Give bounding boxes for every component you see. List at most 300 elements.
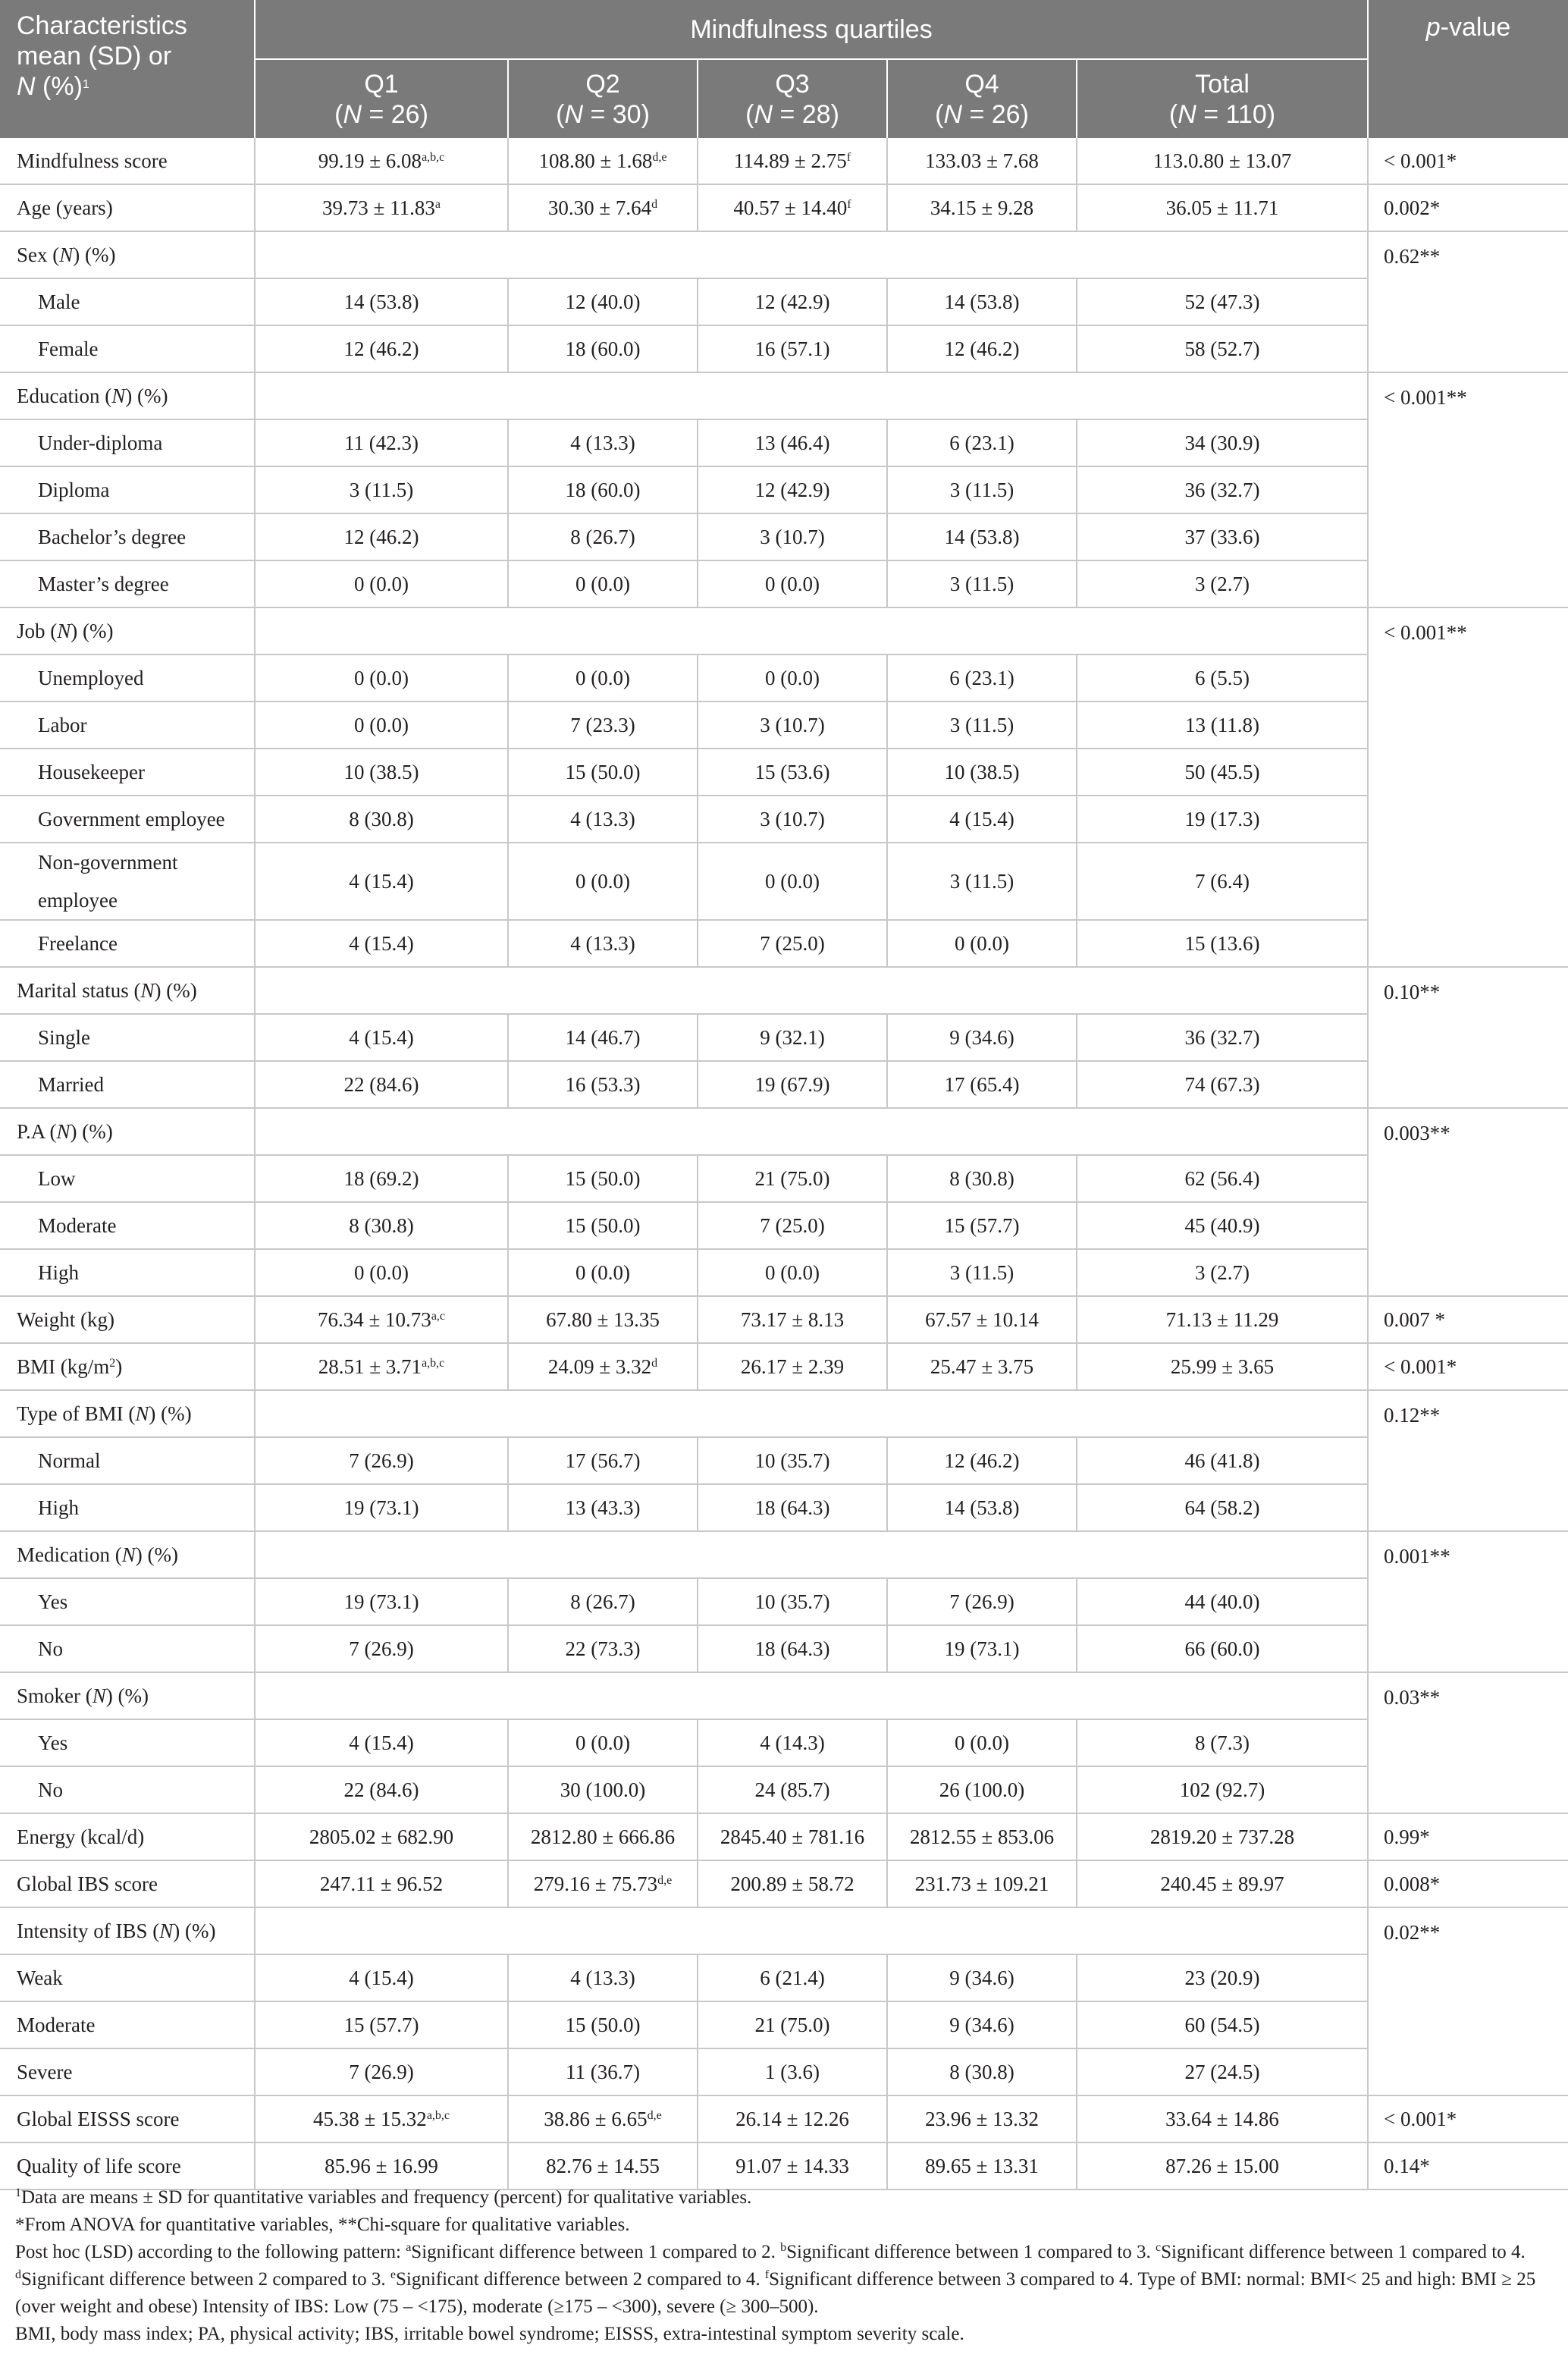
cell-total: 34 (30.9) xyxy=(1077,419,1368,466)
header-pct: (%) xyxy=(35,72,83,101)
n-italic: N xyxy=(343,99,362,129)
cell-q4: 6 (23.1) xyxy=(887,419,1077,466)
header-p-italic: p xyxy=(1425,13,1441,42)
group-label xyxy=(0,372,255,419)
cell-q2 xyxy=(508,2095,698,2142)
header-p-value xyxy=(1368,0,1568,138)
header-q2-n xyxy=(509,99,697,130)
posthoc-sup: d xyxy=(651,197,658,211)
table-row xyxy=(0,1014,1568,1061)
cell-q3 xyxy=(698,138,887,184)
lbl-pre: Intensity of IBS ( xyxy=(17,1919,160,1942)
footnote-sup: e xyxy=(390,2268,396,2281)
cell-q1: 247.11 ± 96.52 xyxy=(255,1860,508,1907)
row-label: Yes xyxy=(0,1578,255,1625)
lbl-n: N xyxy=(56,1119,71,1143)
header-q1-n xyxy=(256,99,507,130)
table-row-group-header xyxy=(0,1531,1568,1578)
footnote-text: Data are means ± SD for quantitative variables and frequency (percent) for qualitative variables. xyxy=(21,2187,752,2208)
footnote-text: Post hoc (LSD) according to the following pattern: xyxy=(15,2242,406,2262)
cell-p-value: 0.14* xyxy=(1368,2142,1568,2190)
header-q3 xyxy=(698,59,887,138)
row-label: No xyxy=(0,1766,255,1813)
cell-total: 6 (5.5) xyxy=(1077,654,1368,702)
group-blank xyxy=(255,1108,1368,1155)
cell-p-value: 0.62** xyxy=(1368,231,1568,372)
lbl-post: ) (%) xyxy=(173,1919,216,1942)
header-total xyxy=(1077,59,1368,138)
n-value: = 110) xyxy=(1196,99,1276,129)
cell-q4: 7 (26.9) xyxy=(887,1578,1077,1625)
group-blank xyxy=(255,231,1368,278)
table-row xyxy=(0,796,1568,843)
n-italic: N xyxy=(754,99,773,129)
posthoc-sup: a xyxy=(434,197,441,211)
cell-q4: 8 (30.8) xyxy=(887,2048,1077,2095)
cell-q4: 0 (0.0) xyxy=(887,1719,1077,1766)
footnote-text: Significant difference between 2 compared to 4. xyxy=(395,2269,765,2290)
cell-q4: 3 (11.5) xyxy=(887,466,1077,513)
cell-total: 240.45 ± 89.97 xyxy=(1077,1860,1368,1907)
posthoc-sup: d,e xyxy=(652,150,667,164)
cell-q3: 24 (85.7) xyxy=(698,1766,887,1813)
cell-q1: 22 (84.6) xyxy=(255,1766,508,1813)
cell-q2 xyxy=(508,1343,698,1390)
cell-q3: 15 (53.6) xyxy=(698,749,887,796)
table-row xyxy=(0,1061,1568,1108)
cell-q4: 4 (15.4) xyxy=(887,796,1077,843)
table-row xyxy=(0,466,1568,513)
lbl-n: N xyxy=(59,243,74,266)
table-row xyxy=(0,513,1568,560)
value: 24.09 ± 3.32 xyxy=(547,1355,652,1378)
paren: ( xyxy=(745,99,754,129)
cell-q1 xyxy=(255,138,508,184)
cell-q2: 14 (46.7) xyxy=(508,1014,698,1061)
cell-q4: 3 (11.5) xyxy=(887,843,1077,920)
cell-q1: 11 (42.3) xyxy=(255,419,508,466)
table-row-group-header xyxy=(0,607,1568,654)
lbl-n: N xyxy=(111,384,126,407)
posthoc-sup: a,c xyxy=(431,1309,446,1323)
footnote-sup: d xyxy=(15,2268,21,2281)
cell-q4: 14 (53.8) xyxy=(887,513,1077,560)
cell-q1: 4 (15.4) xyxy=(255,1954,508,2001)
group-blank xyxy=(255,1672,1368,1719)
posthoc-sup: f xyxy=(847,197,851,211)
header-q1 xyxy=(255,59,508,138)
row-label-line2: employee xyxy=(38,889,118,912)
cell-q3: 4 (14.3) xyxy=(698,1719,887,1766)
footnote-text: Significant difference between 1 compared to 2. xyxy=(411,2242,781,2262)
cell-q4: 6 (23.1) xyxy=(887,654,1077,702)
cell-total: 87.26 ± 15.00 xyxy=(1077,2142,1368,2190)
row-label: Bachelor’s degree xyxy=(0,513,255,560)
row-label-line1: Non-government xyxy=(38,851,178,874)
cell-total: 45 (40.9) xyxy=(1077,1202,1368,1249)
cell-q4: 133.03 ± 7.68 xyxy=(887,138,1077,184)
posthoc-sup: d,e xyxy=(657,1873,673,1887)
cell-total: 36 (32.7) xyxy=(1077,1014,1368,1061)
lbl-n: N xyxy=(121,1543,136,1566)
footnote-text: Significant difference between 3 compared to 4. xyxy=(769,2269,1138,2290)
cell-p-value: 0.003** xyxy=(1368,1108,1568,1296)
cell-q2: 17 (56.7) xyxy=(508,1437,698,1484)
row-label: Global EISSS score xyxy=(0,2095,255,2142)
row-label: Low xyxy=(0,1155,255,1202)
cell-q1: 12 (46.2) xyxy=(255,325,508,372)
cell-q3: 10 (35.7) xyxy=(698,1437,887,1484)
row-label: Government employee xyxy=(0,796,255,843)
table-row xyxy=(0,1343,1568,1390)
lbl-pre: Marital status ( xyxy=(17,978,141,1002)
cell-q2: 8 (26.7) xyxy=(508,513,698,560)
group-label xyxy=(0,231,255,278)
value: 38.86 ± 6.65 xyxy=(544,2107,648,2130)
cell-q3: 12 (42.9) xyxy=(698,466,887,513)
table-row-group-header xyxy=(0,1108,1568,1155)
row-label: Under-diploma xyxy=(0,419,255,466)
cell-total: 44 (40.0) xyxy=(1077,1578,1368,1625)
cell-q1: 0 (0.0) xyxy=(255,702,508,749)
cell-q2: 0 (0.0) xyxy=(508,654,698,702)
table-row xyxy=(0,1954,1568,2001)
cell-total: 58 (52.7) xyxy=(1077,325,1368,372)
cell-q4: 3 (11.5) xyxy=(887,702,1077,749)
cell-p-value: 0.10** xyxy=(1368,967,1568,1108)
row-label: Master’s degree xyxy=(0,560,255,607)
cell-q1: 0 (0.0) xyxy=(255,1249,508,1296)
table-row xyxy=(0,1719,1568,1766)
paren: ( xyxy=(1168,99,1178,129)
footnote-text: Type of BMI: normal: BMI< 25 and high: BMI ≥ 25 (over weight and obese) Intensity of IBS: Low (75 – <175), moderate (≥175 – <300), severe (≥ 300–500). xyxy=(15,2269,1536,2317)
row-label: Male xyxy=(0,278,255,325)
lbl-post: ) (%) xyxy=(125,384,168,407)
cell-q1: 0 (0.0) xyxy=(255,654,508,702)
group-label xyxy=(0,607,255,654)
cell-q3: 3 (10.7) xyxy=(698,513,887,560)
cell-total: 25.99 ± 3.65 xyxy=(1077,1343,1368,1390)
cell-q2: 15 (50.0) xyxy=(508,749,698,796)
lbl-pre: Type of BMI ( xyxy=(17,1402,136,1425)
cell-q4: 17 (65.4) xyxy=(887,1061,1077,1108)
n-value: = 26) xyxy=(962,99,1029,129)
lbl-pre: Job ( xyxy=(17,619,58,642)
cell-p-value: < 0.001** xyxy=(1368,372,1568,607)
row-label: Moderate xyxy=(0,2001,255,2048)
table-row xyxy=(0,1484,1568,1531)
n-italic: N xyxy=(943,99,962,129)
cell-q2: 67.80 ± 13.35 xyxy=(508,1296,698,1343)
cell-total: 113.0.80 ± 13.07 xyxy=(1077,138,1368,184)
cell-q2 xyxy=(508,138,698,184)
cell-q2: 13 (43.3) xyxy=(508,1484,698,1531)
cell-q2: 11 (36.7) xyxy=(508,2048,698,2095)
cell-p-value: 0.99* xyxy=(1368,1813,1568,1860)
cell-q1 xyxy=(255,1296,508,1343)
cell-q1: 4 (15.4) xyxy=(255,843,508,920)
cell-total: 33.64 ± 14.86 xyxy=(1077,2095,1368,2142)
row-label: Married xyxy=(0,1061,255,1108)
cell-q2: 18 (60.0) xyxy=(508,325,698,372)
cell-q1: 15 (57.7) xyxy=(255,2001,508,2048)
cell-q3: 91.07 ± 14.33 xyxy=(698,2142,887,2190)
header-mindfulness-quartiles: Mindfulness quartiles xyxy=(255,0,1368,59)
table-body xyxy=(0,138,1568,2190)
row-label: Weak xyxy=(0,1954,255,2001)
table-row xyxy=(0,749,1568,796)
lbl-pre: P.A ( xyxy=(17,1119,57,1143)
footnote-1 xyxy=(15,2184,1554,2211)
lbl-post: ) (%) xyxy=(105,1684,149,1707)
table-footnotes xyxy=(15,2184,1554,2348)
cell-q1 xyxy=(255,2095,508,2142)
row-label: No xyxy=(0,1625,255,1672)
cell-q3: 0 (0.0) xyxy=(698,560,887,607)
cell-p-value: < 0.001* xyxy=(1368,138,1568,184)
cell-q3: 0 (0.0) xyxy=(698,1249,887,1296)
table-row xyxy=(0,138,1568,184)
table-row-group-header xyxy=(0,1672,1568,1719)
group-blank xyxy=(255,1907,1368,1954)
group-label xyxy=(0,1108,255,1155)
cell-total: 3 (2.7) xyxy=(1077,560,1368,607)
header-q4-label: Q4 xyxy=(964,69,999,99)
n-italic: N xyxy=(1178,99,1196,129)
paren: ( xyxy=(556,99,565,129)
lbl-post: ) (%) xyxy=(135,1543,178,1566)
header-sup: 1 xyxy=(82,78,89,91)
paren: ( xyxy=(334,99,343,129)
cell-total: 71.13 ± 11.29 xyxy=(1077,1296,1368,1343)
row-label: Moderate xyxy=(0,1202,255,1249)
cell-q1: 8 (30.8) xyxy=(255,796,508,843)
cell-p-value: 0.02** xyxy=(1368,1907,1568,2095)
group-label xyxy=(0,1672,255,1719)
cell-q3: 1 (3.6) xyxy=(698,2048,887,2095)
row-label: Mindfulness score xyxy=(0,138,255,184)
footnote-sup: f xyxy=(764,2268,770,2281)
cell-p-value: 0.002* xyxy=(1368,184,1568,231)
header-q1-label: Q1 xyxy=(364,69,399,99)
cell-total: 46 (41.8) xyxy=(1077,1437,1368,1484)
cell-q2: 15 (50.0) xyxy=(508,1202,698,1249)
cell-q4: 14 (53.8) xyxy=(887,278,1077,325)
header-n-italic: N xyxy=(17,72,36,101)
lbl-n: N xyxy=(159,1919,174,1942)
row-label: Age (years) xyxy=(0,184,255,231)
posthoc-sup: a,b,c xyxy=(422,1356,445,1370)
group-blank xyxy=(255,1390,1368,1437)
lbl-pre: Medication ( xyxy=(17,1543,122,1566)
cell-q1 xyxy=(255,184,508,231)
header-characteristics-line1: Characteristics xyxy=(17,11,187,40)
cell-q2: 4 (13.3) xyxy=(508,920,698,967)
table-row xyxy=(0,1202,1568,1249)
cell-q3: 16 (57.1) xyxy=(698,325,887,372)
cell-q3: 0 (0.0) xyxy=(698,654,887,702)
value: 28.51 ± 3.71 xyxy=(318,1355,422,1378)
cell-q4: 2812.55 ± 853.06 xyxy=(887,1813,1077,1860)
cell-q3: 9 (32.1) xyxy=(698,1014,887,1061)
table-row-group-header xyxy=(0,231,1568,278)
cell-p-value: 0.008* xyxy=(1368,1860,1568,1907)
header-characteristics-line3 xyxy=(17,71,248,102)
table-row xyxy=(0,2001,1568,2048)
value: 99.19 ± 6.08 xyxy=(318,149,422,172)
lbl-post: ) (%) xyxy=(73,243,116,266)
header-p-rest: -value xyxy=(1440,13,1511,42)
table-row xyxy=(0,2048,1568,2095)
cell-q1: 7 (26.9) xyxy=(255,1625,508,1672)
lbl-pre: Education ( xyxy=(17,384,112,407)
cell-total: 52 (47.3) xyxy=(1077,278,1368,325)
cell-total: 3 (2.7) xyxy=(1077,1249,1368,1296)
header-total-n xyxy=(1077,99,1367,130)
cell-p-value: < 0.001* xyxy=(1368,1343,1568,1390)
row-label: Yes xyxy=(0,1719,255,1766)
cell-q3: 26.14 ± 12.26 xyxy=(698,2095,887,2142)
cell-total: 74 (67.3) xyxy=(1077,1061,1368,1108)
cell-q1: 10 (38.5) xyxy=(255,749,508,796)
footnote-text: Significant difference between 2 compared to 3. xyxy=(21,2269,390,2290)
header-characteristics xyxy=(0,0,255,138)
lbl-post: ) (%) xyxy=(149,1402,192,1425)
cell-q2: 30 (100.0) xyxy=(508,1766,698,1813)
cell-q4: 67.57 ± 10.14 xyxy=(887,1296,1077,1343)
header-q3-n xyxy=(698,99,886,130)
group-blank xyxy=(255,372,1368,419)
n-value: = 26) xyxy=(362,99,428,129)
cell-q4: 10 (38.5) xyxy=(887,749,1077,796)
cell-p-value: < 0.001* xyxy=(1368,2095,1568,2142)
cell-q4: 231.73 ± 109.21 xyxy=(887,1860,1077,1907)
table-row xyxy=(0,1155,1568,1202)
row-label xyxy=(0,843,255,920)
cell-q2: 82.76 ± 14.55 xyxy=(508,2142,698,2190)
cell-q2 xyxy=(508,1860,698,1907)
footnote-sup: c xyxy=(1156,2241,1162,2254)
cell-total: 64 (58.2) xyxy=(1077,1484,1368,1531)
cell-q4: 3 (11.5) xyxy=(887,1249,1077,1296)
cell-q3: 6 (21.4) xyxy=(698,1954,887,2001)
cell-q2: 15 (50.0) xyxy=(508,2001,698,2048)
cell-q4: 9 (34.6) xyxy=(887,1954,1077,2001)
cell-q3: 2845.40 ± 781.16 xyxy=(698,1813,887,1860)
n-value: = 28) xyxy=(773,99,839,129)
cell-q4: 25.47 ± 3.75 xyxy=(887,1343,1077,1390)
table-row xyxy=(0,1578,1568,1625)
posthoc-sup: f xyxy=(846,150,851,164)
lbl-pre: BMI (kg/m xyxy=(17,1355,110,1378)
cell-q4: 3 (11.5) xyxy=(887,560,1077,607)
lbl-n: N xyxy=(135,1402,149,1425)
row-label xyxy=(0,1343,255,1390)
cell-q2: 2812.80 ± 666.86 xyxy=(508,1813,698,1860)
cell-q2 xyxy=(508,184,698,231)
row-label: Global IBS score xyxy=(0,1860,255,1907)
cell-q1: 4 (15.4) xyxy=(255,1014,508,1061)
cell-q1: 12 (46.2) xyxy=(255,513,508,560)
row-label: High xyxy=(0,1484,255,1531)
cell-q2: 4 (13.3) xyxy=(508,419,698,466)
value: 40.57 ± 14.40 xyxy=(733,196,848,219)
row-label: Quality of life score xyxy=(0,2142,255,2190)
group-blank xyxy=(255,1531,1368,1578)
cell-q2: 4 (13.3) xyxy=(508,1954,698,2001)
cell-q1: 7 (26.9) xyxy=(255,2048,508,2095)
cell-q1: 85.96 ± 16.99 xyxy=(255,2142,508,2190)
cell-total: 60 (54.5) xyxy=(1077,2001,1368,2048)
footnote-sup: b xyxy=(780,2241,787,2254)
cell-q1: 4 (15.4) xyxy=(255,920,508,967)
cell-total: 27 (24.5) xyxy=(1077,2048,1368,2095)
table-row xyxy=(0,1766,1568,1813)
footnote-sup: a xyxy=(406,2241,412,2254)
footnote-3 xyxy=(15,2239,1554,2321)
cell-q4: 12 (46.2) xyxy=(887,325,1077,372)
cell-total: 2819.20 ± 737.28 xyxy=(1077,1813,1368,1860)
value: 30.30 ± 7.64 xyxy=(547,196,652,219)
table-row-group-header xyxy=(0,1390,1568,1437)
cell-p-value: 0.03** xyxy=(1368,1672,1568,1813)
cell-q1: 22 (84.6) xyxy=(255,1061,508,1108)
footnote-sup: 1 xyxy=(15,2186,21,2199)
cell-q3: 73.17 ± 8.13 xyxy=(698,1296,887,1343)
table-row xyxy=(0,1625,1568,1672)
posthoc-sup: d,e xyxy=(647,2108,662,2122)
cell-p-value: < 0.001** xyxy=(1368,607,1568,967)
cell-q3: 18 (64.3) xyxy=(698,1484,887,1531)
cell-q1: 14 (53.8) xyxy=(255,278,508,325)
cell-q4: 12 (46.2) xyxy=(887,1437,1077,1484)
row-label: Diploma xyxy=(0,466,255,513)
cell-q4: 26 (100.0) xyxy=(887,1766,1077,1813)
table-row xyxy=(0,702,1568,749)
cell-q4: 0 (0.0) xyxy=(887,920,1077,967)
cell-q2: 0 (0.0) xyxy=(508,843,698,920)
table-row xyxy=(0,1249,1568,1296)
table-row xyxy=(0,419,1568,466)
footnote-text: Significant difference between 1 compared to 4. xyxy=(1161,2242,1526,2262)
header-q2 xyxy=(508,59,698,138)
cell-q2: 4 (13.3) xyxy=(508,796,698,843)
cell-total: 13 (11.8) xyxy=(1077,702,1368,749)
row-label: Labor xyxy=(0,702,255,749)
cell-q1: 19 (73.1) xyxy=(255,1578,508,1625)
cell-q2: 16 (53.3) xyxy=(508,1061,698,1108)
table-row xyxy=(0,278,1568,325)
cell-q1: 19 (73.1) xyxy=(255,1484,508,1531)
footnote-text: Significant difference between 1 compared to 3. xyxy=(786,2242,1156,2262)
cell-p-value: 0.007 * xyxy=(1368,1296,1568,1343)
posthoc-sup: d xyxy=(651,1356,658,1370)
lbl-post: ) (%) xyxy=(71,619,114,642)
group-label xyxy=(0,1907,255,1954)
cell-q2: 0 (0.0) xyxy=(508,1249,698,1296)
posthoc-sup: a,b,c xyxy=(426,2108,450,2122)
header-q4 xyxy=(887,59,1077,138)
cell-q3: 21 (75.0) xyxy=(698,1155,887,1202)
cell-q3: 3 (10.7) xyxy=(698,702,887,749)
cell-q2: 15 (50.0) xyxy=(508,1155,698,1202)
value: 39.73 ± 11.83 xyxy=(322,196,435,219)
value: 279.16 ± 75.73 xyxy=(533,1872,658,1895)
table-row-group-header xyxy=(0,372,1568,419)
lbl-post: ) xyxy=(115,1355,123,1378)
table-row xyxy=(0,920,1568,967)
cell-total: 66 (60.0) xyxy=(1077,1625,1368,1672)
